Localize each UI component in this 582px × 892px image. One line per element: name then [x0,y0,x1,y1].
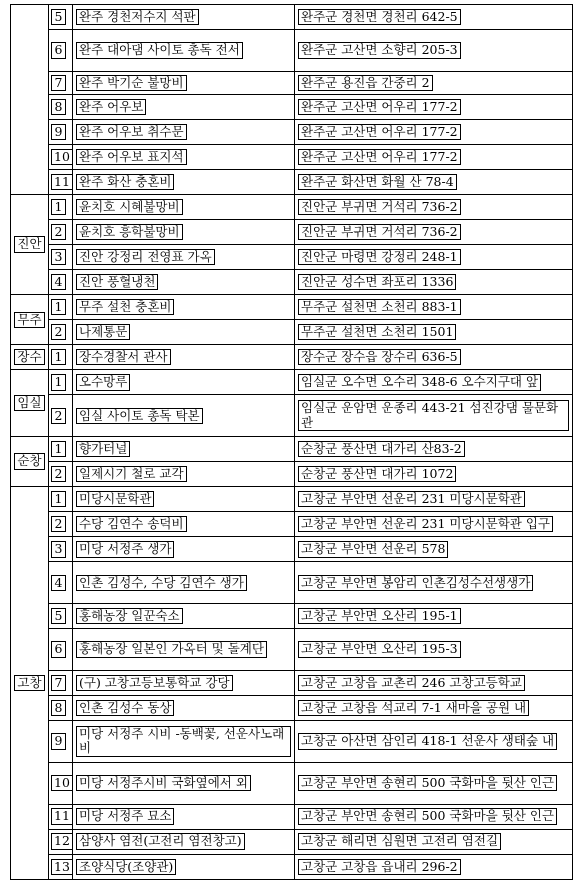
site-name: 무주 설천 충혼비 [76,299,174,315]
name-cell [73,220,295,245]
table-row [11,245,573,270]
site-name: 미당 서정주 묘소 [76,808,174,824]
address-cell [295,345,573,370]
row-number: 7 [51,75,66,91]
table-row [11,629,573,671]
table-row [11,762,573,804]
table-row [11,670,573,695]
site-address: 고창군 부안면 선운리 578 [298,541,448,557]
site-name: 완주 경천저수지 석판 [76,9,199,25]
name-cell [73,437,295,462]
address-cell [295,295,573,320]
site-address: 임실군 오수면 오수리 348-6 오수지구대 앞 [298,374,541,390]
site-address: 순창군 풍산면 대가리 산83-2 [298,441,465,457]
number-cell [49,829,73,854]
number-cell [49,487,73,512]
address-cell [295,94,573,119]
name-cell [73,670,295,695]
region-cell [11,370,49,437]
address-cell [295,695,573,720]
row-number: 2 [51,324,66,340]
row-number: 11 [51,174,73,190]
table-row [11,721,573,763]
table-row [11,169,573,194]
name-cell [73,462,295,487]
table-row [11,295,573,320]
number-cell [49,345,73,370]
address-cell [295,829,573,854]
table-row [11,119,573,144]
table-row [11,71,573,94]
site-address: 진안군 성수면 좌포리 1336 [298,274,456,290]
name-cell [73,804,295,829]
row-number: 5 [51,608,66,624]
address-cell [295,119,573,144]
site-address: 임실군 운암면 운종리 443-21 섬진강댐 물문화관 [298,400,569,431]
site-name: 나제통문 [76,324,130,340]
number-cell [49,295,73,320]
address-cell [295,320,573,345]
row-number: 4 [51,274,66,290]
number-cell [49,370,73,395]
number-cell [49,245,73,270]
site-address: 진안군 부귀면 거석리 736-2 [298,199,461,215]
name-cell [73,5,295,30]
table-row [11,270,573,295]
table-row [11,220,573,245]
site-name: 완주 어우보 표지석 [76,149,187,165]
name-cell [73,270,295,295]
row-number: 6 [51,42,66,58]
site-name: 오수망루 [76,374,130,390]
row-number: 2 [51,224,66,240]
number-cell [49,30,73,72]
site-address: 고창군 부안면 송현리 500 국화마을 뒷산 인근 [298,808,557,824]
region-cell [11,345,49,370]
site-name: 홍해농장 일꾼숙소 [76,608,183,624]
site-address: 완주군 화산면 화월 산 78-4 [298,174,457,190]
row-number: 1 [51,349,66,365]
row-number: 12 [51,833,73,849]
site-address: 고창군 고창읍 교촌리 246 고창고등학교 [298,675,525,691]
site-name: 수당 김연수 송덕비 [76,516,187,532]
table-row [11,437,573,462]
number-cell [49,144,73,169]
site-name: 임실 사이토 총독 탁본 [76,408,203,424]
number-cell [49,762,73,804]
number-cell [49,320,73,345]
table-row [11,487,573,512]
site-name: 완주 어우보 [76,99,146,115]
address-cell [295,537,573,562]
name-cell [73,854,295,879]
name-cell [73,71,295,94]
number-cell [49,270,73,295]
region-label: 임실 [14,395,44,411]
table-row [11,94,573,119]
row-number: 13 [51,859,73,875]
site-address: 무주군 설천면 소천리 883-1 [298,299,461,315]
name-cell [73,395,295,437]
site-address: 고창군 부안면 선운리 231 미당시문학관 입구 [298,516,553,532]
table-row [11,5,573,30]
site-address: 고창군 부안면 오산리 195-3 [298,641,461,657]
region-cell [11,437,49,487]
number-cell [49,629,73,671]
site-address: 고창군 부안면 봉암리 인촌김성수선생생가 [298,575,533,591]
site-address: 진안군 부귀면 거석리 736-2 [298,224,461,240]
row-number: 2 [51,408,66,424]
region-label: 장수 [14,349,44,365]
row-number: 2 [51,516,66,532]
name-cell [73,295,295,320]
row-number: 7 [51,675,66,691]
site-name: 인촌 김성수 동상 [76,700,174,716]
region-label: 고창 [14,675,44,691]
address-cell [295,462,573,487]
name-cell [73,487,295,512]
name-cell [73,629,295,671]
row-number: 10 [51,775,73,791]
table-row [11,695,573,720]
row-number: 11 [51,808,73,824]
region-label: 순창 [14,453,44,469]
site-name: 완주 화산 충혼비 [76,174,174,190]
site-address: 완주군 고산면 어우리 177-2 [298,99,461,115]
address-cell [295,30,573,72]
table-row [11,512,573,537]
name-cell [73,695,295,720]
site-name: 홍해농장 일본인 가옥터 및 돌계단 [76,641,267,657]
site-name: 미당 서정주 생가 [76,541,174,557]
row-number: 1 [51,299,66,315]
address-cell [295,370,573,395]
address-cell [295,245,573,270]
number-cell [49,670,73,695]
row-number: 2 [51,466,66,482]
table-row [11,537,573,562]
table-row [11,604,573,629]
row-number: 6 [51,641,66,657]
address-cell [295,487,573,512]
site-address: 완주군 고산면 어우리 177-2 [298,149,461,165]
site-name: 조양식당(조양관) [76,859,176,875]
name-cell [73,144,295,169]
number-cell [49,462,73,487]
row-number: 3 [51,541,66,557]
name-cell [73,119,295,144]
site-address: 무주군 설천면 소천리 1501 [298,324,456,340]
address-cell [295,804,573,829]
site-address: 고창군 해리면 심원면 고전리 염전길 [298,833,501,849]
name-cell [73,169,295,194]
table-row [11,144,573,169]
site-name: 진안 풍혈냉천 [76,274,158,290]
row-number: 9 [51,733,66,749]
address-cell [295,5,573,30]
number-cell [49,5,73,30]
region-cell [11,194,49,294]
address-cell [295,721,573,763]
site-name: 미당시문학관 [76,491,154,507]
row-number: 1 [51,491,66,507]
name-cell [73,194,295,219]
table-row [11,345,573,370]
region-cell [11,487,49,880]
site-name: 진안 강정리 전영표 가옥 [76,249,215,265]
site-name: 일제시기 철로 교각 [76,466,187,482]
site-name: 삼양사 염전(고전리 염전창고) [76,833,245,849]
name-cell [73,604,295,629]
name-cell [73,721,295,763]
address-cell [295,629,573,671]
site-address: 고창군 부안면 오산리 195-1 [298,608,461,624]
table-row [11,804,573,829]
site-address: 장수군 장수읍 장수리 636-5 [298,349,461,365]
row-number: 4 [51,575,66,591]
site-name: 완주 박기순 불망비 [76,75,187,91]
row-number: 10 [51,149,73,165]
site-address: 고창군 고창읍 석교리 7-1 새마을 공원 내 [298,700,529,716]
site-address: 완주군 용진읍 간중리 2 [298,75,433,91]
address-cell [295,220,573,245]
number-cell [49,71,73,94]
address-cell [295,604,573,629]
row-number: 8 [51,700,66,716]
site-address: 완주군 고산면 소향리 205-3 [298,42,461,58]
address-cell [295,437,573,462]
site-name: 윤치호 흥학불망비 [76,224,183,240]
table-row [11,829,573,854]
site-name: 윤치호 시혜불망비 [76,199,183,215]
address-cell [295,854,573,879]
site-table [10,4,573,880]
address-cell [295,512,573,537]
number-cell [49,169,73,194]
table-row [11,854,573,879]
table-body [11,5,573,880]
name-cell [73,94,295,119]
number-cell [49,395,73,437]
site-address: 고창군 부안면 선운리 231 미당시문학관 [298,491,525,507]
site-name: 향가터널 [76,441,130,457]
site-address: 고창군 아산면 삼인리 418-1 선운사 생태숲 내 [298,733,557,749]
site-name: 완주 어우보 취수문 [76,124,187,140]
address-cell [295,169,573,194]
name-cell [73,512,295,537]
row-number: 5 [51,9,66,25]
name-cell [73,245,295,270]
region-label: 무주 [14,312,44,328]
heritage-site-table [10,4,572,880]
name-cell [73,829,295,854]
number-cell [49,437,73,462]
site-name: 미당 서정주시비 국화옆에서 외 [76,775,251,791]
site-address: 완주군 고산면 어우리 177-2 [298,124,461,140]
site-address: 진안군 마령면 강정리 248-1 [298,249,461,265]
row-number: 3 [51,249,66,265]
region-label: 진안 [14,236,44,252]
row-number: 1 [51,441,66,457]
address-cell [295,194,573,219]
name-cell [73,30,295,72]
name-cell [73,345,295,370]
table-row [11,30,573,72]
address-cell [295,762,573,804]
site-address: 순창군 풍산면 대가리 1072 [298,466,456,482]
site-name: 미당 서정주 시비 -동백꽃, 선운사노래비 [76,726,291,757]
number-cell [49,194,73,219]
row-number: 1 [51,374,66,390]
address-cell [295,144,573,169]
table-row [11,562,573,604]
name-cell [73,537,295,562]
number-cell [49,804,73,829]
number-cell [49,604,73,629]
site-name: (구) 고창고등보통학교 강당 [76,675,233,691]
number-cell [49,512,73,537]
row-number: 1 [51,199,66,215]
name-cell [73,370,295,395]
site-name: 장수경찰서 관사 [76,349,171,365]
name-cell [73,762,295,804]
table-row [11,320,573,345]
table-row [11,395,573,437]
number-cell [49,695,73,720]
site-address: 고창군 고창읍 읍내리 296-2 [298,859,461,875]
number-cell [49,562,73,604]
number-cell [49,94,73,119]
number-cell [49,721,73,763]
row-number: 8 [51,99,66,115]
name-cell [73,320,295,345]
row-number: 9 [51,124,66,140]
site-address: 고창군 부안면 송현리 500 국화마을 뒷산 인근 [298,775,557,791]
site-address: 완주군 경천면 경천리 642-5 [298,9,461,25]
table-row [11,370,573,395]
address-cell [295,562,573,604]
table-row [11,194,573,219]
address-cell [295,270,573,295]
address-cell [295,670,573,695]
site-name: 완주 대아댐 사이토 총독 전서 [76,42,243,58]
number-cell [49,537,73,562]
address-cell [295,395,573,437]
number-cell [49,119,73,144]
region-cell [11,5,49,195]
site-name: 인촌 김성수, 수당 김연수 생가 [76,575,247,591]
number-cell [49,220,73,245]
number-cell [49,854,73,879]
region-cell [11,295,49,345]
table-row [11,462,573,487]
address-cell [295,71,573,94]
name-cell [73,562,295,604]
